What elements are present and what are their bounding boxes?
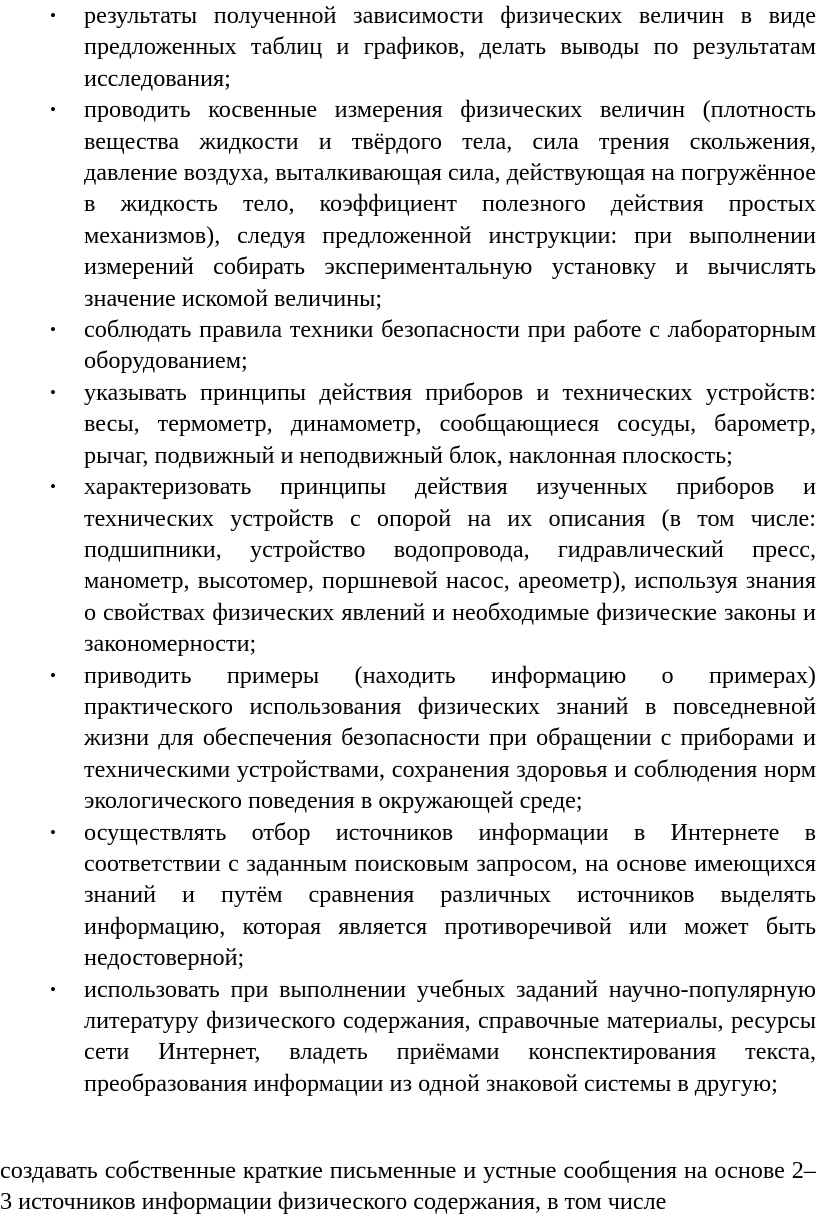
list-item: [0, 660, 816, 817]
list-item: [0, 974, 816, 1100]
trailing-paragraph: создавать собственные краткие письменные и устные сообщения на основе 2–3 источников информации физического содержания, в том числе: [0, 1157, 816, 1216]
bullet-icon: •: [50, 320, 56, 340]
list-item: [0, 471, 816, 659]
list-item: [0, 817, 816, 974]
list-item: [0, 314, 816, 377]
list-item-text: использовать при выполнении учебных заданий научно-популярную литературу физического содержания, справочные материалы, ресурсы сети Интернет, владеть приёмами конспектирования текста, преобразования информации из одной знаковой системы в другую;: [84, 975, 816, 1097]
bullet-icon: •: [50, 100, 56, 120]
list-item-text: указывать принципы действия приборов и технических устройств: весы, термометр, динамометр, сообщающиеся сосуды, барометр, рычаг, подвижный и неподвижный блок, наклонная плоскость;: [84, 378, 816, 469]
bullet-icon: •: [50, 822, 56, 842]
list-item-text: результаты полученной зависимости физических величин в виде предложенных таблиц и графиков, делать выводы по результатам исследования;: [84, 2, 816, 92]
bullet-icon: •: [50, 979, 56, 999]
list-item: [0, 94, 816, 314]
list-item-text: осуществлять отбор источников информации в Интернете в соответствии с заданным поисковым запросом, на основе имеющихся знаний и путём сравнения различных источников выделять информацию, которая является противоречивой или может быть недостоверной;: [84, 818, 816, 972]
bullet-icon: •: [50, 477, 56, 497]
list-item: [0, 0, 816, 94]
bullet-icon: •: [50, 382, 56, 402]
list-item-text: характеризовать принципы действия изученных приборов и технических устройств с опорой на их описания (в том числе: подшипники, устройство водопровода, гидравлический пресс, манометр, высотомер, поршневой насос, ареометр), используя знания о свойствах физических явлений и необходимые физические законы и закономерности;: [84, 473, 816, 658]
list-item: [0, 377, 816, 471]
bullet-icon: •: [50, 665, 56, 685]
list-item-text: соблюдать правила техники безопасности при работе с лабораторным оборудованием;: [84, 316, 816, 375]
list-item-text: проводить косвенные измерения физических величин (плотность вещества жидкости и твёрдого тела, сила трения скольжения, давление воздуха, выталкивающая сила, действующая на погружённое в жидкость тело, коэффициент полезного действия простых механизмов), следуя предложенной инструкции: при выполнении измерений собирать экспериментальную установку и вычислять значение искомой величины;: [84, 96, 816, 312]
list-item-text: приводить примеры (находить информацию о примерах) практического использования физических знаний в повседневной жизни для обеспечения безопасности при обращении с приборами и техническими устройствами, сохранения здоровья и соблюдения норм экологического поведения в окружающей среде;: [84, 661, 816, 815]
bullet-icon: •: [50, 6, 56, 25]
